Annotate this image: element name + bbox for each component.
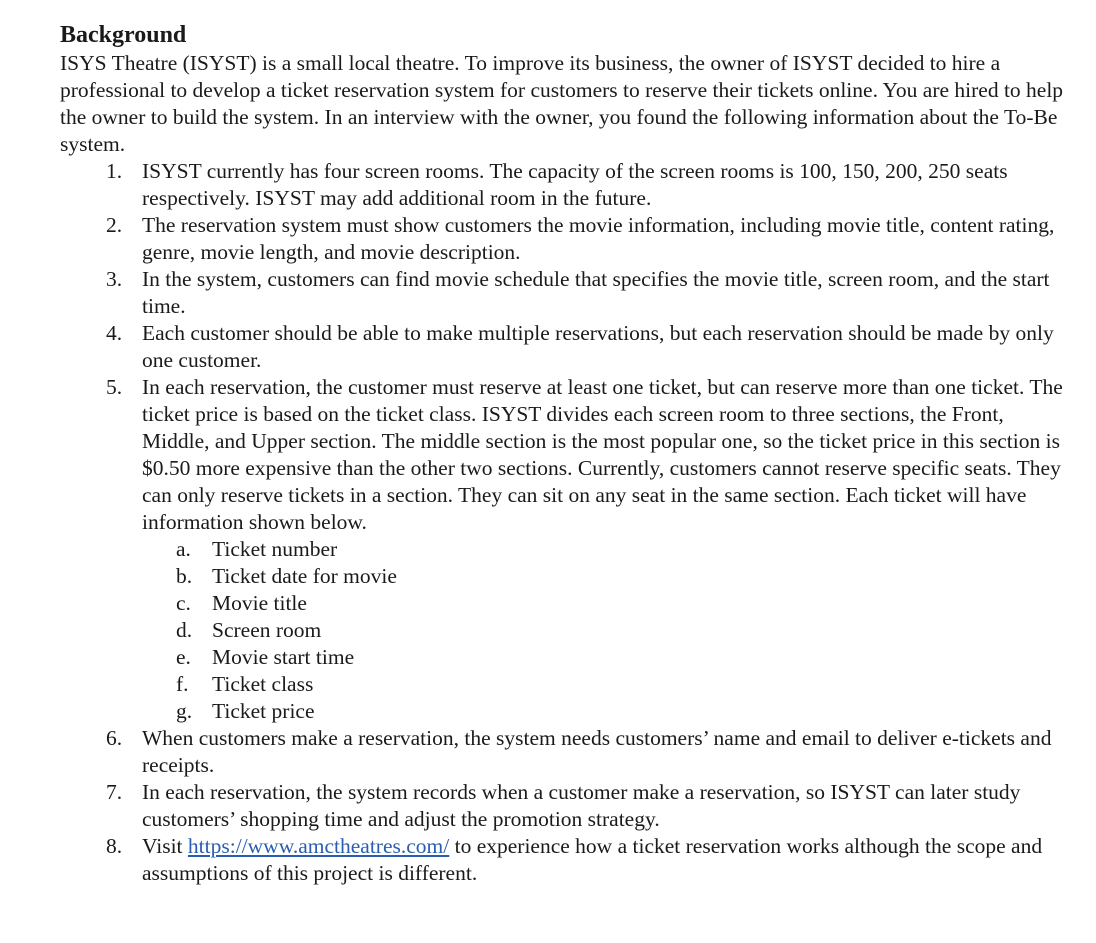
list-number: 1. <box>106 159 123 183</box>
list-item-text: In each reservation, the customer must reserve at least one ticket, but can reserve more than one ticket. The ticket price is based on the ticket class. ISYST divides each screen room to three sections, the Front, Middle, and Upper section. The middle section is the most popular one, so the ticket price in this section is $0.50 more expensive than the other two sections. Currently, customers cannot reserve specific seats. They can only reserve tickets in a section. They can sit on any seat in the same section. Each ticket will have information shown below. <box>142 375 1063 534</box>
list-item-text: In the system, customers can find movie schedule that specifies the movie title, screen room, and the start time. <box>142 267 1050 318</box>
list-item <box>60 779 1070 833</box>
amc-theatres-link[interactable]: https://www.amctheatres.com/ <box>187 834 450 858</box>
sub-list-letter: d. <box>176 618 193 642</box>
list-item <box>60 212 1070 266</box>
sub-list-text: Ticket number <box>212 537 338 561</box>
list-number: 6. <box>106 726 123 750</box>
list-item <box>60 833 1070 887</box>
sub-list-item <box>142 698 1070 725</box>
list-item-text: In each reservation, the system records when a customer make a reservation, so ISYST can later study customers’ shopping time and adjust the promotion strategy. <box>142 780 1021 831</box>
list-item <box>60 266 1070 320</box>
sub-list-item <box>142 536 1070 563</box>
sub-list-letter: a. <box>176 537 191 561</box>
intro-paragraph: ISYS Theatre (ISYST) is a small local theatre. To improve its business, the owner of ISYST decided to hire a professional to develop a ticket reservation system for customers to reserve their tickets online. You are hired to help the owner to build the system. In an interview with the owner, you found the following information about the To-Be system. <box>60 51 1064 156</box>
list-number: 8. <box>106 834 123 858</box>
list-item <box>60 374 1070 725</box>
list-item-text-after: to experience how a ticket reservation works although the scope and assumptions of this project is different. <box>142 834 1043 885</box>
list-item-text: When customers make a reservation, the system needs customers’ name and email to deliver e-tickets and receipts. <box>142 726 1052 777</box>
sub-list-item <box>142 617 1070 644</box>
list-item <box>60 320 1070 374</box>
sub-list-text: Ticket class <box>212 672 314 696</box>
sub-list-item <box>142 590 1070 617</box>
list-item <box>60 725 1070 779</box>
sub-list-letter: f. <box>176 672 189 696</box>
sub-list-item <box>142 644 1070 671</box>
sub-list-letter: e. <box>176 645 191 669</box>
sub-list-text: Ticket price <box>212 699 315 723</box>
list-number: 5. <box>106 375 123 399</box>
list-item-text: ISYST currently has four screen rooms. The capacity of the screen rooms is 100, 150, 200, 250 seats respectively. ISYST may add additional room in the future. <box>142 159 1008 210</box>
sub-list-letter: g. <box>176 699 193 723</box>
list-number: 3. <box>106 267 123 291</box>
list-number: 2. <box>106 213 123 237</box>
list-item-text: The reservation system must show customers the movie information, including movie title, content rating, genre, movie length, and movie description. <box>142 213 1055 264</box>
list-item-text: Each customer should be able to make multiple reservations, but each reservation should be made by only one customer. <box>142 321 1054 372</box>
sub-list-item <box>142 671 1070 698</box>
sub-list-text: Movie title <box>212 591 307 615</box>
sub-list-text: Screen room <box>212 618 322 642</box>
document-body <box>60 20 1070 887</box>
section-heading: Background <box>60 22 187 48</box>
list-number: 4. <box>106 321 123 345</box>
list-item <box>60 158 1070 212</box>
sub-list-letter: c. <box>176 591 191 615</box>
sub-list-text: Movie start time <box>212 645 355 669</box>
list-number: 7. <box>106 780 123 804</box>
sub-list-text: Ticket date for movie <box>212 564 397 588</box>
ticket-info-list <box>142 536 1070 725</box>
sub-list-item <box>142 563 1070 590</box>
requirements-list <box>60 158 1070 887</box>
sub-list-letter: b. <box>176 564 193 588</box>
list-item-text-before: Visit <box>142 834 188 858</box>
